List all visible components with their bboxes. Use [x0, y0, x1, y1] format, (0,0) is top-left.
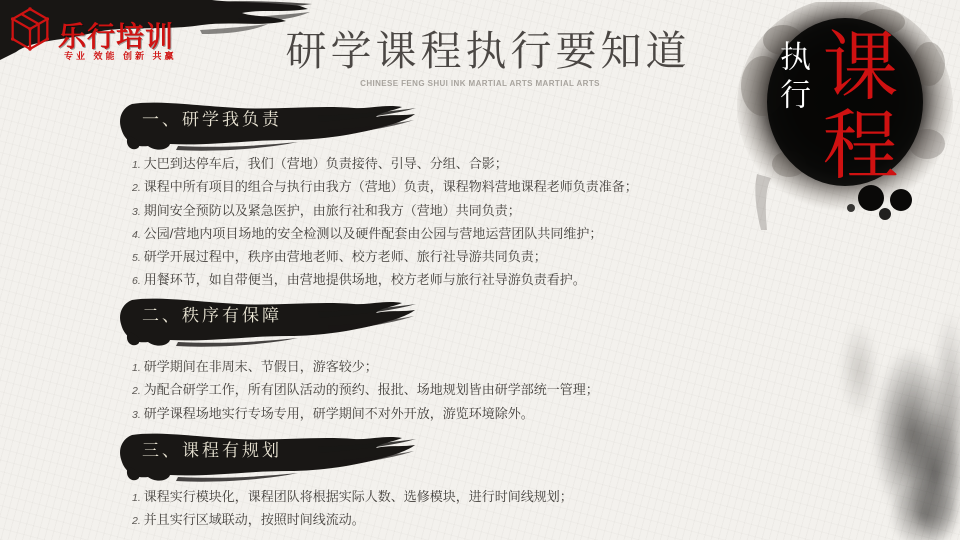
ink-wash-mountains — [900, 390, 960, 540]
page-title: 研学课程执行要知道 — [285, 28, 691, 74]
list-item: 3. 期间安全预防以及紧急医护，由旅行社和我方（营地）共同负责； — [132, 202, 521, 218]
list-item: 1. 大巴到达停车后，我们（营地）负责接待、引导、分组、合影； — [132, 156, 508, 171]
section-item-list — [132, 153, 832, 293]
list-item: 5. 研学开展过程中，秩序由营地老师、校方老师、旅行社导游共同负责； — [132, 249, 547, 265]
ink-wash-mountains — [862, 322, 960, 540]
section-heading: 二、秩序有保障 — [142, 306, 282, 325]
page-subtitle: CHINESE FENG SHUI INK MARTIAL ARTS MARTIAL ARTS — [360, 79, 600, 88]
stamp-side-label: 执行 — [775, 40, 810, 116]
stamp-title: 课程 — [811, 26, 895, 184]
logo — [8, 5, 208, 67]
list-item: 3. 研学课程场地实行专场专用，研学期间不对外开放，游览环境除外。 — [132, 405, 534, 421]
section-heading: 三、课程有规划 — [142, 441, 282, 460]
logo-name: 乐行培训 — [58, 21, 175, 52]
list-item: 2. 并且实行区域联动，按照时间线流动。 — [132, 512, 365, 528]
list-item: 1. 研学期间在非周末、节假日，游客较少； — [132, 359, 378, 374]
section-heading: 一、研学我负责 — [142, 110, 282, 129]
list-item: 2. 课程中所有项目的组合与执行由我方（营地）负责，课程物料营地课程老师负责准备； — [132, 179, 638, 195]
ink-wash-mountains — [833, 305, 885, 435]
section-item-list — [132, 356, 832, 426]
list-item: 4. 公园/营地内项目场地的安全检测以及硬件配套由公园与营地运营团队共同维护； — [132, 225, 603, 241]
ink-wash-mountains — [880, 470, 960, 540]
logo-cube-icon — [10, 7, 50, 51]
list-item: 2. 为配合研学工作，所有团队活动的预约、报批、场地规划皆由研学部统一管理； — [132, 382, 599, 398]
list-item: 1. 课程实行模块化，课程团队将根据实际人数、选修模块，进行时间线规划； — [132, 489, 573, 504]
section-item-list — [132, 486, 832, 533]
ink-wash-mountains — [928, 290, 960, 540]
logo-slogan: 专业 效能 创新 共赢 — [64, 51, 177, 61]
list-item: 6. 用餐环节，如自带便当，由营地提供场地，校方老师与旅行社导游负责看护。 — [132, 272, 586, 288]
